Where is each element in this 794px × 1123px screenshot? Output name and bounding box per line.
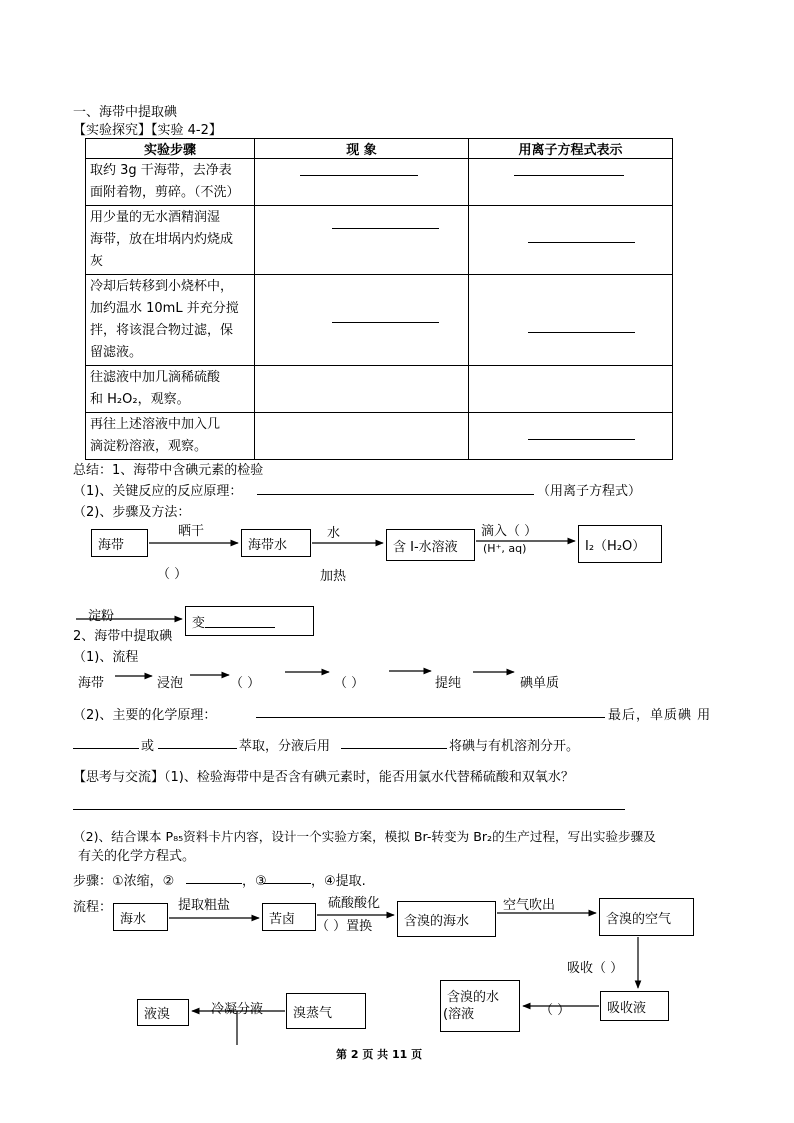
section2-item2-b: 最后，单质碘 用 (608, 708, 712, 723)
table-header: 用离子方程式表示 (469, 139, 673, 159)
arrow1-label-bottom: （ ） (157, 567, 188, 582)
step-cell: 冷却后转移到小烧杯中， 加约温水 10mL 并充分搅 拌，将该混合物过滤，保 留滤液。 (86, 275, 255, 366)
flow-box-haidai-water: 海带水 (241, 529, 311, 557)
flow2-arrow1-label: 提取粗盐 (178, 898, 231, 913)
flow2-arrow5-label: （ ） (540, 1003, 571, 1018)
section1-subtitle: 【实验探究】【实验 4-2】 (73, 123, 222, 138)
steps-a: 步骤：①浓缩，② (73, 874, 175, 889)
think-question-2-cont: 有关的化学方程式。 (78, 849, 196, 864)
summary-item2: （2)、步骤及方法： (73, 505, 191, 520)
think-question-1: 【思考与交流】（1)、检验海带中是否含有碘元素时，能否用氯水代替稀硫酸和双氧水？ (73, 770, 574, 785)
summary-title: 总结：1、海带中含碘元素的检验 (73, 463, 264, 478)
flow2-box-liquid-bromine: 液溴 (137, 999, 189, 1026)
page-footer: 第 2 页 共 11 页 (336, 1048, 423, 1061)
section2-item1: （1)、流程 (73, 650, 139, 665)
flow-box-iodide-solution: 含 I-水溶液 (386, 529, 475, 561)
flow2-arrow4-label: 吸收（ ） (567, 961, 624, 976)
arrow1-label-top: 晒干 (178, 524, 205, 539)
flow2-box-bromine-vapor: 溴蒸气 (286, 993, 366, 1029)
section2-item2-c: 或 (141, 739, 155, 754)
summary-item1: （1)、关键反应的反应原理： (73, 484, 243, 499)
flow2-arrow6-label: 冷凝分液 (211, 1002, 264, 1017)
arrow4-label: 淀粉 (88, 609, 115, 624)
flow2-box-bittern: 苦卤 (262, 903, 316, 931)
arrow3-label-top: 滴入（ ） (481, 524, 538, 539)
arrow3-label-bottom: (H⁺, aq) (483, 542, 527, 555)
step-cell: 再往上述溶液中加入几 滴淀粉溶液，观察。 (86, 413, 255, 460)
flow2-box-bromine-seawater: 含溴的海水 (397, 901, 496, 937)
arrow2-label-bottom: 加热 (320, 569, 347, 584)
steps-c: ，④提取. (311, 874, 366, 889)
step-cell: 取约 3g 干海带，去净表 面附着物，剪碎。（不洗） (86, 159, 255, 206)
flow2-arrow2-label-bottom: （ ）置换 (316, 919, 373, 934)
section2-item2-e: 将碘与有机溶剂分开。 (449, 739, 580, 754)
flow2-arrow2-label-top: 硫酸酸化 (328, 896, 381, 911)
section2-item2: （2)、主要的化学原理： (73, 708, 217, 723)
process-step: 提纯 (435, 676, 462, 691)
steps-b: ，③ (242, 874, 267, 889)
flow-box-iodine: I₂（H₂O） (578, 525, 662, 563)
section1-title: 一、海带中提取碘 (73, 105, 178, 120)
flow2-box-absorption-liquid: 吸收液 (600, 991, 669, 1021)
step-cell: 用少量的无水酒精润湿 海带，放在坩埚内灼烧成 灰 (86, 206, 255, 275)
step-cell: 往滤液中加几滴稀硫酸 和 H₂O₂，观察。 (86, 366, 255, 413)
section2-title: 2、海带中提取碘 (73, 629, 173, 644)
flow2-box-seawater: 海水 (113, 903, 168, 931)
flow2-box-bromine-water: 含溴的水 (溶液 (440, 980, 520, 1032)
flow-box-haidai: 海带 (91, 529, 148, 557)
process-step: 海带 (78, 676, 105, 691)
process-step: （ ） (334, 676, 365, 691)
process-step: 浸泡 (157, 676, 184, 691)
flow2-label: 流程： (73, 900, 113, 915)
table-header: 实验步骤 (86, 139, 255, 159)
think-question-2: （2)、结合课本 P₈₅资料卡片内容，设计一个实验方案，模拟 Br-转变为 Br₂的生产过程，写出实验步骤及 (73, 829, 656, 844)
flow-box-color-change: 变 (185, 606, 314, 636)
flow2-arrow3-label: 空气吹出 (503, 898, 556, 913)
process-step: 碘单质 (520, 676, 560, 691)
section2-item2-d: 萃取，分液后用 (239, 739, 331, 754)
summary-item1-suffix: （用离子方程式） (537, 484, 642, 499)
arrow2-label-top: 水 (327, 526, 341, 541)
process-step: （ ） (230, 676, 261, 691)
table-header: 现 象 (255, 139, 469, 159)
flow2-box-bromine-air: 含溴的空气 (599, 898, 694, 936)
